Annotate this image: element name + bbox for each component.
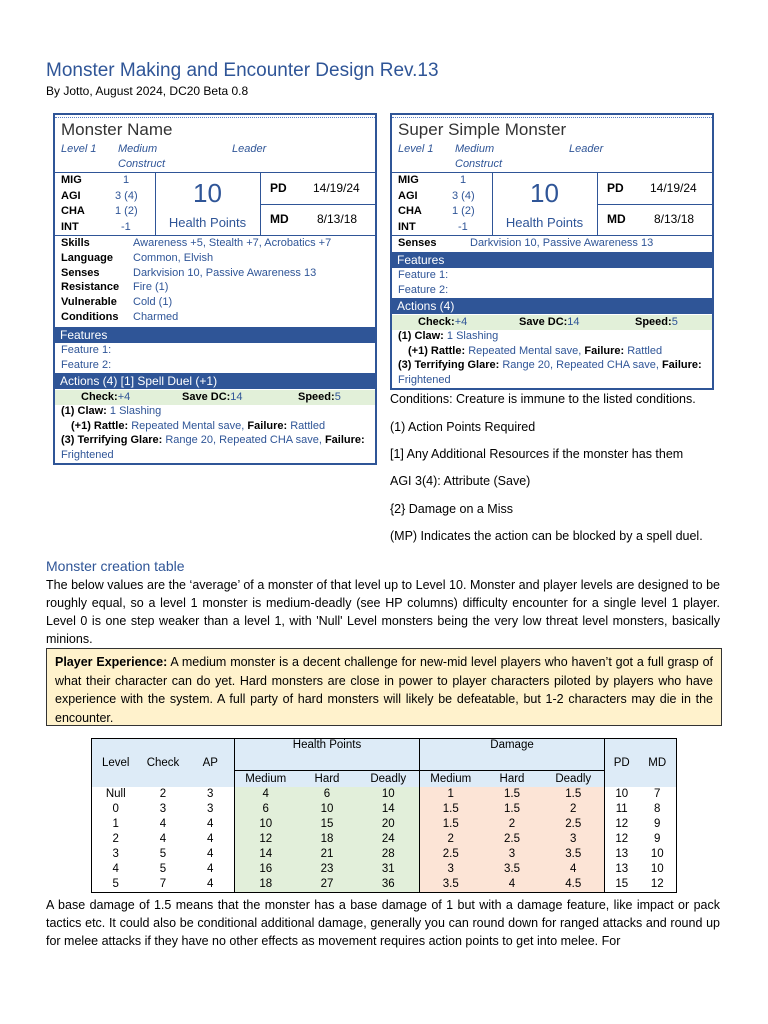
table-cell: 15 [615,878,629,890]
save-dc-value: 14 [230,391,243,403]
table-cell: 5 [159,863,167,875]
table-cell: 10 [615,788,629,800]
stat-value: 1 (2) [115,205,138,217]
features-header: Features [392,252,712,268]
check-value: +4 [117,391,131,403]
rattle-failure-label: Failure: [247,420,288,432]
check-value: +4 [454,316,468,328]
trait-label: Vulnerable [61,296,117,308]
callout-label: Player Experience: [55,655,168,669]
table-cell: 36 [358,877,420,893]
table-cell: 3 [159,803,167,815]
pd-label: PD [607,181,624,195]
table-cell: 2 [543,802,605,817]
monster-level: Level 1 [61,143,97,155]
monster-size: Medium [118,143,158,155]
table-cell: 3 [420,862,482,877]
md-label: MD [270,212,289,226]
col-check: Check [140,739,187,787]
table-cell: 3 [187,802,235,817]
table-row [92,787,677,802]
speed-value: 5 [334,391,341,403]
action-stats-row [392,315,712,330]
sub-dmg-deadly: Deadly [543,771,605,787]
doc-byline: By Jotto, August 2024, DC20 Beta 0.8 [46,84,249,98]
table-cell: 20 [358,817,420,832]
sub-dmg-hard: Hard [482,771,543,787]
col-ap: AP [187,739,235,787]
table-cell: 24 [358,832,420,847]
table-cell: 4 [543,862,605,877]
stat-value: -1 [121,221,131,233]
table-cell: 10 [650,848,664,860]
hp-value: 10 [530,178,559,208]
monster-type: Construct [455,158,503,170]
feature-2: Feature 2: [61,359,112,371]
hp-value: 10 [193,178,222,208]
table-cell: 28 [358,847,420,862]
sub-hp-medium: Medium [235,771,297,787]
save-dc-label: Save DC: [182,391,231,403]
table-cell: 3.5 [543,847,605,862]
note-damage-on-miss: {2} Damage on a Miss [390,502,513,516]
rattle-failure-value: Rattled [627,345,663,357]
md-label: MD [607,212,626,226]
col-level: Level [92,739,140,787]
stat-label: INT [61,221,79,233]
table-cell: 3 [112,848,119,860]
table-cell: 9 [654,818,661,830]
md-value: 8/13/18 [317,212,358,226]
claw-value: 1 Slashing [446,330,499,342]
table-row [92,802,677,817]
feature-1: Feature 1: [61,344,112,356]
stat-label: AGI [398,190,418,202]
table-cell: 21 [297,847,358,862]
check-label: Check: [81,391,118,403]
stat-label: CHA [398,205,422,217]
group-health-points: Health Points [235,739,420,771]
damage-explanation: A base damage of 1.5 means that the monster has a base damage of 1 but with a damage feature, like impact or pack tactics etc. It could also be conditional additional damage, generally you can round down for ranged attacks and round up for melee attacks if they have no other effects as movement requires action points to get into melee. For [46,898,720,948]
glare-label: (3) Terrifying Glare: [61,434,163,446]
table-cell: 27 [297,877,358,893]
trait-value: Common, Elvish [133,252,214,264]
stat-value: 1 (2) [452,205,475,217]
callout-text: A medium monster is a decent challenge for new-mid level players who haven’t got a full grasp of what their character can do yet. Hard monsters are close in power to player characters piloted by players who have experience with the system. A full party of hard monsters will likely be defeatable, but 1-2 characters may die in the encounter. [55,655,714,725]
table-cell: 7 [159,878,167,890]
table-cell: 12 [235,832,297,847]
table-row [92,832,677,847]
stat-label: AGI [61,190,81,202]
stat-value: 1 [123,174,130,186]
table-cell: 2.5 [543,817,605,832]
stat-value: 3 (4) [452,190,475,202]
speed-value: 5 [671,316,678,328]
monster-type: Construct [118,158,166,170]
table-cell: 2 [112,833,119,845]
table-row [92,877,677,893]
glare-value: Range 20, Repeated CHA save, [165,434,322,446]
trait-label: Conditions [61,311,119,323]
claw-label: (1) Claw: [398,330,444,342]
rattle-value: Repeated Mental save, [131,420,245,432]
monster-creation-table [91,738,677,893]
table-cell: 4 [187,817,235,832]
features-header: Features [55,327,375,343]
group-damage: Damage [420,739,605,771]
rattle-failure-value: Rattled [290,420,326,432]
table-cell: 4 [187,862,235,877]
note-resources: [1] Any Additional Resources if the monster has them [390,447,684,461]
table-cell: 10 [235,817,297,832]
table-cell: 6 [235,802,297,817]
table-cell: 3.5 [482,862,543,877]
note-action-points: (1) Action Points Required [390,420,536,434]
table-cell: Null [105,788,126,800]
table-row [92,862,677,877]
table-cell: 3 [543,832,605,847]
table-cell: 4.5 [543,877,605,893]
table-cell: 1.5 [482,787,543,802]
table-cell: 12 [650,878,664,890]
actions-header: Actions (4) [392,298,712,314]
senses-label: Senses [398,237,437,249]
table-cell: 4 [187,832,235,847]
note-spell-duel: (MP) Indicates the action can be blocked by a spell duel. [390,529,703,543]
stat-label: CHA [61,205,85,217]
table-cell: 3.5 [420,877,482,893]
feature-2: Feature 2: [398,284,449,296]
note-attribute-save: AGI 3(4): Attribute (Save) [390,474,531,488]
stat-value: 3 (4) [115,190,138,202]
table-cell: 1.5 [420,817,482,832]
monster-size: Medium [455,143,495,155]
sub-hp-hard: Hard [297,771,358,787]
trait-value: Awareness +5, Stealth +7, Acrobatics +7 [133,237,332,249]
table-cell: 18 [235,877,297,893]
trait-value: Charmed [133,311,179,323]
table-cell: 5 [159,848,167,860]
table-row [92,847,677,862]
stat-block-super-simple-monster [390,113,714,390]
rattle-label: (+1) Rattle: [71,420,129,432]
table-cell: 1.5 [420,802,482,817]
trait-value: Fire (1) [133,281,169,293]
table-cell: 2 [482,817,543,832]
table-cell: 1 [420,787,482,802]
check-label: Check: [418,316,455,328]
sub-hp-deadly: Deadly [358,771,420,787]
pd-value: 14/19/24 [313,181,360,195]
trait-label: Senses [61,267,100,279]
table-cell: 2 [420,832,482,847]
table-cell: 12 [615,833,629,845]
hp-label: Health Points [168,215,247,230]
table-cell: 4 [159,833,167,845]
trait-label: Language [61,252,113,264]
hp-label: Health Points [505,215,584,230]
sub-dmg-medium: Medium [420,771,482,787]
table-cell: 4 [482,877,543,893]
stat-label: INT [398,221,416,233]
table-cell: 9 [654,833,661,845]
table-cell: 0 [112,803,119,815]
table-cell: 11 [615,803,628,815]
table-cell: 5 [112,878,119,890]
glare-label: (3) Terrifying Glare: [398,359,500,371]
glare-failure-label: Failure: [661,359,702,371]
stat-label: MIG [61,174,82,186]
save-dc-label: Save DC: [519,316,568,328]
note-conditions: Conditions: Creature is immune to the listed conditions. [390,392,696,406]
table-cell: 4 [235,787,297,802]
speed-label: Speed: [298,391,335,403]
trait-value: Cold (1) [133,296,173,308]
stat-value: 1 [460,174,467,186]
table-cell: 4 [187,847,235,862]
table-cell: 3 [187,787,235,802]
section-intro: The below values are the ‘average’ of a monster of that level up to Level 10. Monster and player levels are designed to be roughly equal, so a level 1 monster is medium-deadly (see HP columns) difficulty encounter for a single level 1 player. Level 0 is one step weaker than a level 1, with 'Null' Level monsters being the very low threat level monsters, basically minions. [46,578,720,646]
table-cell: 15 [297,817,358,832]
table-cell: 8 [654,803,661,815]
table-cell: 3 [482,847,543,862]
trait-value: Darkvision 10, Passive Awareness 13 [133,267,317,279]
table-cell: 2 [159,788,167,800]
table-cell: 6 [297,787,358,802]
table-cell: 10 [358,787,420,802]
stat-value: -1 [458,221,468,233]
table-cell: 13 [615,848,629,860]
col-md: MD [639,739,677,787]
table-cell: 13 [615,863,629,875]
table-cell: 10 [297,802,358,817]
player-experience-callout [46,648,722,726]
md-value: 8/13/18 [654,212,695,226]
table-cell: 23 [297,862,358,877]
rattle-label: (+1) Rattle: [408,345,466,357]
glare-value: Range 20, Repeated CHA save, [502,359,659,371]
rattle-value: Repeated Mental save, [468,345,582,357]
glare-failure-label: Failure: [324,434,365,446]
monster-name: Monster Name [61,120,173,139]
table-row [92,817,677,832]
speed-label: Speed: [635,316,672,328]
table-cell: 1.5 [543,787,605,802]
table-cell: 12 [615,818,629,830]
table-cell: 16 [235,862,297,877]
table-cell: 31 [358,862,420,877]
table-cell: 1.5 [482,802,543,817]
col-pd: PD [605,739,639,787]
table-cell: 7 [654,788,661,800]
doc-title: Monster Making and Encounter Design Rev.13 [46,60,439,81]
table-cell: 1 [112,818,119,830]
rattle-failure-label: Failure: [584,345,625,357]
table-cell: 4 [159,818,167,830]
actions-header: Actions (4) [1] Spell Duel (+1) [55,373,375,389]
table-cell: 2.5 [482,832,543,847]
table-cell: 14 [235,847,297,862]
senses-value: Darkvision 10, Passive Awareness 13 [470,237,654,249]
claw-label: (1) Claw: [61,405,107,417]
trait-label: Skills [61,237,90,249]
action-stats-row [55,390,375,405]
table-cell: 10 [650,863,664,875]
stat-label: MIG [398,174,419,186]
table-cell: 2.5 [420,847,482,862]
glare-failure-value: Frightened [61,449,114,461]
section-heading: Monster creation table [46,558,185,574]
pd-label: PD [270,181,287,195]
trait-label: Resistance [61,281,120,293]
table-cell: 4 [187,877,235,893]
stat-block-monster-name [53,113,377,465]
save-dc-value: 14 [567,316,580,328]
table-cell: 4 [112,863,119,875]
claw-value: 1 Slashing [109,405,162,417]
table-cell: 14 [358,802,420,817]
glare-failure-value: Frightened [398,374,451,386]
monster-level: Level 1 [398,143,434,155]
table-cell: 18 [297,832,358,847]
pd-value: 14/19/24 [650,181,697,195]
monster-role: Leader [232,143,267,155]
monster-role: Leader [569,143,604,155]
monster-name: Super Simple Monster [398,120,567,139]
feature-1: Feature 1: [398,269,449,281]
